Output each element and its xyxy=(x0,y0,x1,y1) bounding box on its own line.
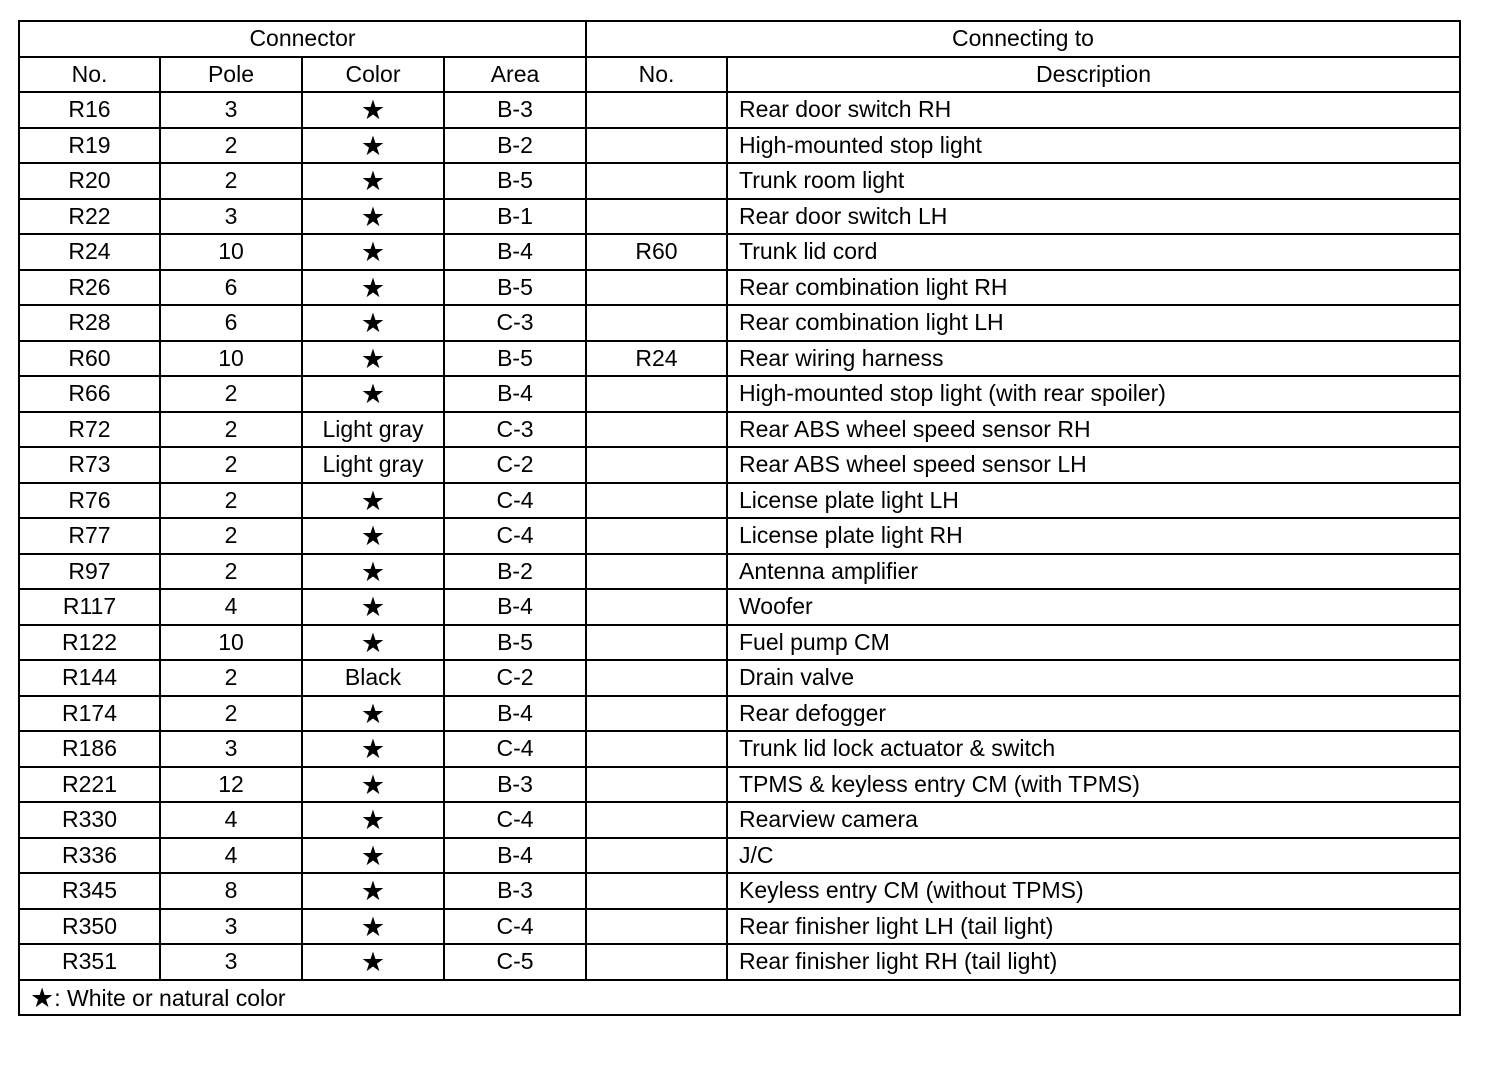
connecting-no-cell xyxy=(586,589,727,625)
description-cell: Woofer xyxy=(727,589,1460,625)
star-icon: ★ xyxy=(30,982,55,1013)
star-icon: ★ xyxy=(360,272,386,303)
color-cell xyxy=(302,944,444,980)
area-cell: C-3 xyxy=(444,305,586,341)
column-header-to-no: No. xyxy=(586,57,727,93)
color-cell: Light gray xyxy=(302,447,444,483)
table-row xyxy=(19,873,1460,909)
group-header-row xyxy=(19,21,1460,57)
color-cell xyxy=(302,92,444,128)
connector-no-cell: R350 xyxy=(19,909,160,945)
pole-cell: 3 xyxy=(160,731,302,767)
table-row xyxy=(19,589,1460,625)
table-row xyxy=(19,376,1460,412)
pole-cell: 2 xyxy=(160,554,302,590)
area-cell: B-3 xyxy=(444,767,586,803)
column-header-no: No. xyxy=(19,57,160,93)
color-cell xyxy=(302,305,444,341)
star-icon: ★ xyxy=(360,308,386,339)
star-icon: ★ xyxy=(360,556,386,587)
color-cell xyxy=(302,199,444,235)
connector-no-cell: R24 xyxy=(19,234,160,270)
color-cell xyxy=(302,696,444,732)
connector-no-cell: R117 xyxy=(19,589,160,625)
description-cell: J/C xyxy=(727,838,1460,874)
connector-no-cell: R26 xyxy=(19,270,160,306)
star-icon: ★ xyxy=(360,95,386,126)
pole-cell: 8 xyxy=(160,873,302,909)
color-cell xyxy=(302,589,444,625)
table-row xyxy=(19,625,1460,661)
connector-no-cell: R77 xyxy=(19,518,160,554)
table-row xyxy=(19,341,1460,377)
color-cell xyxy=(302,270,444,306)
connector-no-cell: R336 xyxy=(19,838,160,874)
description-cell: Trunk lid cord xyxy=(727,234,1460,270)
color-cell xyxy=(302,873,444,909)
connector-no-cell: R186 xyxy=(19,731,160,767)
description-cell: Rear ABS wheel speed sensor LH xyxy=(727,447,1460,483)
connector-no-cell: R60 xyxy=(19,341,160,377)
connecting-no-cell: R24 xyxy=(586,341,727,377)
area-cell: B-5 xyxy=(444,163,586,199)
color-cell: Light gray xyxy=(302,412,444,448)
connector-no-cell: R66 xyxy=(19,376,160,412)
column-header-area: Area xyxy=(444,57,586,93)
star-icon: ★ xyxy=(360,592,386,623)
area-cell: B-4 xyxy=(444,234,586,270)
table-row xyxy=(19,554,1460,590)
area-cell: C-3 xyxy=(444,412,586,448)
pole-cell: 2 xyxy=(160,447,302,483)
star-icon: ★ xyxy=(360,485,386,516)
connecting-no-cell xyxy=(586,483,727,519)
connector-no-cell: R22 xyxy=(19,199,160,235)
color-cell xyxy=(302,163,444,199)
connector-no-cell: R351 xyxy=(19,944,160,980)
pole-cell: 3 xyxy=(160,199,302,235)
table-row xyxy=(19,447,1460,483)
area-cell: C-4 xyxy=(444,909,586,945)
area-cell: B-5 xyxy=(444,341,586,377)
connecting-no-cell xyxy=(586,128,727,164)
description-cell: Rear wiring harness xyxy=(727,341,1460,377)
column-header-pole: Pole xyxy=(160,57,302,93)
table-row xyxy=(19,696,1460,732)
star-icon: ★ xyxy=(360,698,386,729)
area-cell: C-5 xyxy=(444,944,586,980)
star-icon: ★ xyxy=(360,237,386,268)
table-row xyxy=(19,305,1460,341)
table-row xyxy=(19,944,1460,980)
connector-no-cell: R330 xyxy=(19,802,160,838)
color-cell xyxy=(302,341,444,377)
connector-no-cell: R174 xyxy=(19,696,160,732)
description-cell: High-mounted stop light (with rear spoiler) xyxy=(727,376,1460,412)
area-cell: B-4 xyxy=(444,838,586,874)
description-cell: Rear defogger xyxy=(727,696,1460,732)
area-cell: B-4 xyxy=(444,376,586,412)
connecting-no-cell xyxy=(586,447,727,483)
description-cell: License plate light LH xyxy=(727,483,1460,519)
table-body xyxy=(19,92,1460,980)
pole-cell: 2 xyxy=(160,483,302,519)
table-row xyxy=(19,270,1460,306)
connecting-no-cell xyxy=(586,838,727,874)
connecting-no-cell xyxy=(586,944,727,980)
connector-no-cell: R16 xyxy=(19,92,160,128)
pole-cell: 10 xyxy=(160,341,302,377)
table-row xyxy=(19,128,1460,164)
table-row xyxy=(19,163,1460,199)
area-cell: B-5 xyxy=(444,625,586,661)
connecting-no-cell: R60 xyxy=(586,234,727,270)
description-cell: Fuel pump CM xyxy=(727,625,1460,661)
color-cell xyxy=(302,128,444,164)
area-cell: B-5 xyxy=(444,270,586,306)
connecting-no-cell xyxy=(586,625,727,661)
pole-cell: 10 xyxy=(160,625,302,661)
connecting-no-cell xyxy=(586,412,727,448)
description-cell: Drain valve xyxy=(727,660,1460,696)
pole-cell: 3 xyxy=(160,944,302,980)
star-icon: ★ xyxy=(360,911,386,942)
legend-cell xyxy=(19,980,1460,1016)
connecting-no-cell xyxy=(586,696,727,732)
description-cell: High-mounted stop light xyxy=(727,128,1460,164)
area-cell: B-4 xyxy=(444,696,586,732)
area-cell: C-4 xyxy=(444,802,586,838)
area-cell: C-2 xyxy=(444,660,586,696)
area-cell: B-2 xyxy=(444,128,586,164)
pole-cell: 2 xyxy=(160,376,302,412)
connecting-no-cell xyxy=(586,270,727,306)
connecting-no-cell xyxy=(586,767,727,803)
connecting-to-group-header: Connecting to xyxy=(586,21,1460,57)
pole-cell: 3 xyxy=(160,92,302,128)
description-cell: Rear door switch RH xyxy=(727,92,1460,128)
color-cell xyxy=(302,731,444,767)
table-row xyxy=(19,767,1460,803)
star-icon: ★ xyxy=(360,130,386,161)
description-cell: Rearview camera xyxy=(727,802,1460,838)
column-header-description: Description xyxy=(727,57,1460,93)
star-icon: ★ xyxy=(360,769,386,800)
table-row xyxy=(19,909,1460,945)
area-cell: B-3 xyxy=(444,873,586,909)
description-cell: License plate light RH xyxy=(727,518,1460,554)
pole-cell: 2 xyxy=(160,660,302,696)
connecting-no-cell xyxy=(586,376,727,412)
color-cell xyxy=(302,234,444,270)
table-row xyxy=(19,234,1460,270)
connecting-no-cell xyxy=(586,554,727,590)
column-header-color: Color xyxy=(302,57,444,93)
column-header-row xyxy=(19,57,1460,93)
connector-no-cell: R144 xyxy=(19,660,160,696)
connecting-no-cell xyxy=(586,163,727,199)
connecting-no-cell xyxy=(586,909,727,945)
area-cell: B-3 xyxy=(444,92,586,128)
legend-text: : White or natural color xyxy=(54,984,286,1011)
description-cell: Rear ABS wheel speed sensor RH xyxy=(727,412,1460,448)
connector-no-cell: R221 xyxy=(19,767,160,803)
connector-group-header: Connector xyxy=(19,21,586,57)
pole-cell: 2 xyxy=(160,412,302,448)
pole-cell: 4 xyxy=(160,802,302,838)
connecting-no-cell xyxy=(586,660,727,696)
star-icon: ★ xyxy=(360,840,386,871)
star-icon: ★ xyxy=(360,166,386,197)
star-icon: ★ xyxy=(360,876,386,907)
table-row xyxy=(19,92,1460,128)
connector-no-cell: R73 xyxy=(19,447,160,483)
pole-cell: 2 xyxy=(160,518,302,554)
color-cell xyxy=(302,376,444,412)
connecting-no-cell xyxy=(586,518,727,554)
connector-no-cell: R72 xyxy=(19,412,160,448)
connecting-no-cell xyxy=(586,305,727,341)
table-row xyxy=(19,838,1460,874)
connector-no-cell: R97 xyxy=(19,554,160,590)
pole-cell: 2 xyxy=(160,128,302,164)
connecting-no-cell xyxy=(586,92,727,128)
table-row xyxy=(19,660,1460,696)
star-icon: ★ xyxy=(360,627,386,658)
area-cell: C-4 xyxy=(444,731,586,767)
connector-no-cell: R76 xyxy=(19,483,160,519)
color-cell xyxy=(302,909,444,945)
color-cell xyxy=(302,554,444,590)
table-row xyxy=(19,412,1460,448)
pole-cell: 6 xyxy=(160,305,302,341)
pole-cell: 10 xyxy=(160,234,302,270)
description-cell: Rear finisher light LH (tail light) xyxy=(727,909,1460,945)
area-cell: C-4 xyxy=(444,483,586,519)
description-cell: Antenna amplifier xyxy=(727,554,1460,590)
color-cell xyxy=(302,518,444,554)
area-cell: B-2 xyxy=(444,554,586,590)
connecting-no-cell xyxy=(586,199,727,235)
star-icon: ★ xyxy=(360,947,386,978)
description-cell: Rear combination light LH xyxy=(727,305,1460,341)
table-row xyxy=(19,731,1460,767)
connector-no-cell: R19 xyxy=(19,128,160,164)
table-row xyxy=(19,199,1460,235)
area-cell: C-4 xyxy=(444,518,586,554)
star-icon: ★ xyxy=(360,521,386,552)
color-cell xyxy=(302,483,444,519)
color-cell xyxy=(302,767,444,803)
connector-no-cell: R20 xyxy=(19,163,160,199)
star-icon: ★ xyxy=(360,805,386,836)
pole-cell: 2 xyxy=(160,163,302,199)
star-icon: ★ xyxy=(360,734,386,765)
description-cell: Trunk room light xyxy=(727,163,1460,199)
description-cell: Rear finisher light RH (tail light) xyxy=(727,944,1460,980)
description-cell: Rear door switch LH xyxy=(727,199,1460,235)
description-cell: TPMS & keyless entry CM (with TPMS) xyxy=(727,767,1460,803)
pole-cell: 4 xyxy=(160,589,302,625)
connector-no-cell: R345 xyxy=(19,873,160,909)
description-cell: Rear combination light RH xyxy=(727,270,1460,306)
star-icon: ★ xyxy=(360,201,386,232)
table-row xyxy=(19,802,1460,838)
pole-cell: 2 xyxy=(160,696,302,732)
table-row xyxy=(19,483,1460,519)
table-row xyxy=(19,518,1460,554)
connector-table xyxy=(18,20,1461,1016)
description-cell: Trunk lid lock actuator & switch xyxy=(727,731,1460,767)
color-cell: Black xyxy=(302,660,444,696)
color-cell xyxy=(302,625,444,661)
pole-cell: 3 xyxy=(160,909,302,945)
star-icon: ★ xyxy=(360,343,386,374)
color-cell xyxy=(302,802,444,838)
pole-cell: 12 xyxy=(160,767,302,803)
area-cell: B-4 xyxy=(444,589,586,625)
pole-cell: 4 xyxy=(160,838,302,874)
connecting-no-cell xyxy=(586,731,727,767)
area-cell: B-1 xyxy=(444,199,586,235)
connector-no-cell: R122 xyxy=(19,625,160,661)
connecting-no-cell xyxy=(586,873,727,909)
description-cell: Keyless entry CM (without TPMS) xyxy=(727,873,1460,909)
pole-cell: 6 xyxy=(160,270,302,306)
connector-no-cell: R28 xyxy=(19,305,160,341)
legend-row xyxy=(19,980,1460,1016)
connecting-no-cell xyxy=(586,802,727,838)
color-cell xyxy=(302,838,444,874)
area-cell: C-2 xyxy=(444,447,586,483)
star-icon: ★ xyxy=(360,379,386,410)
